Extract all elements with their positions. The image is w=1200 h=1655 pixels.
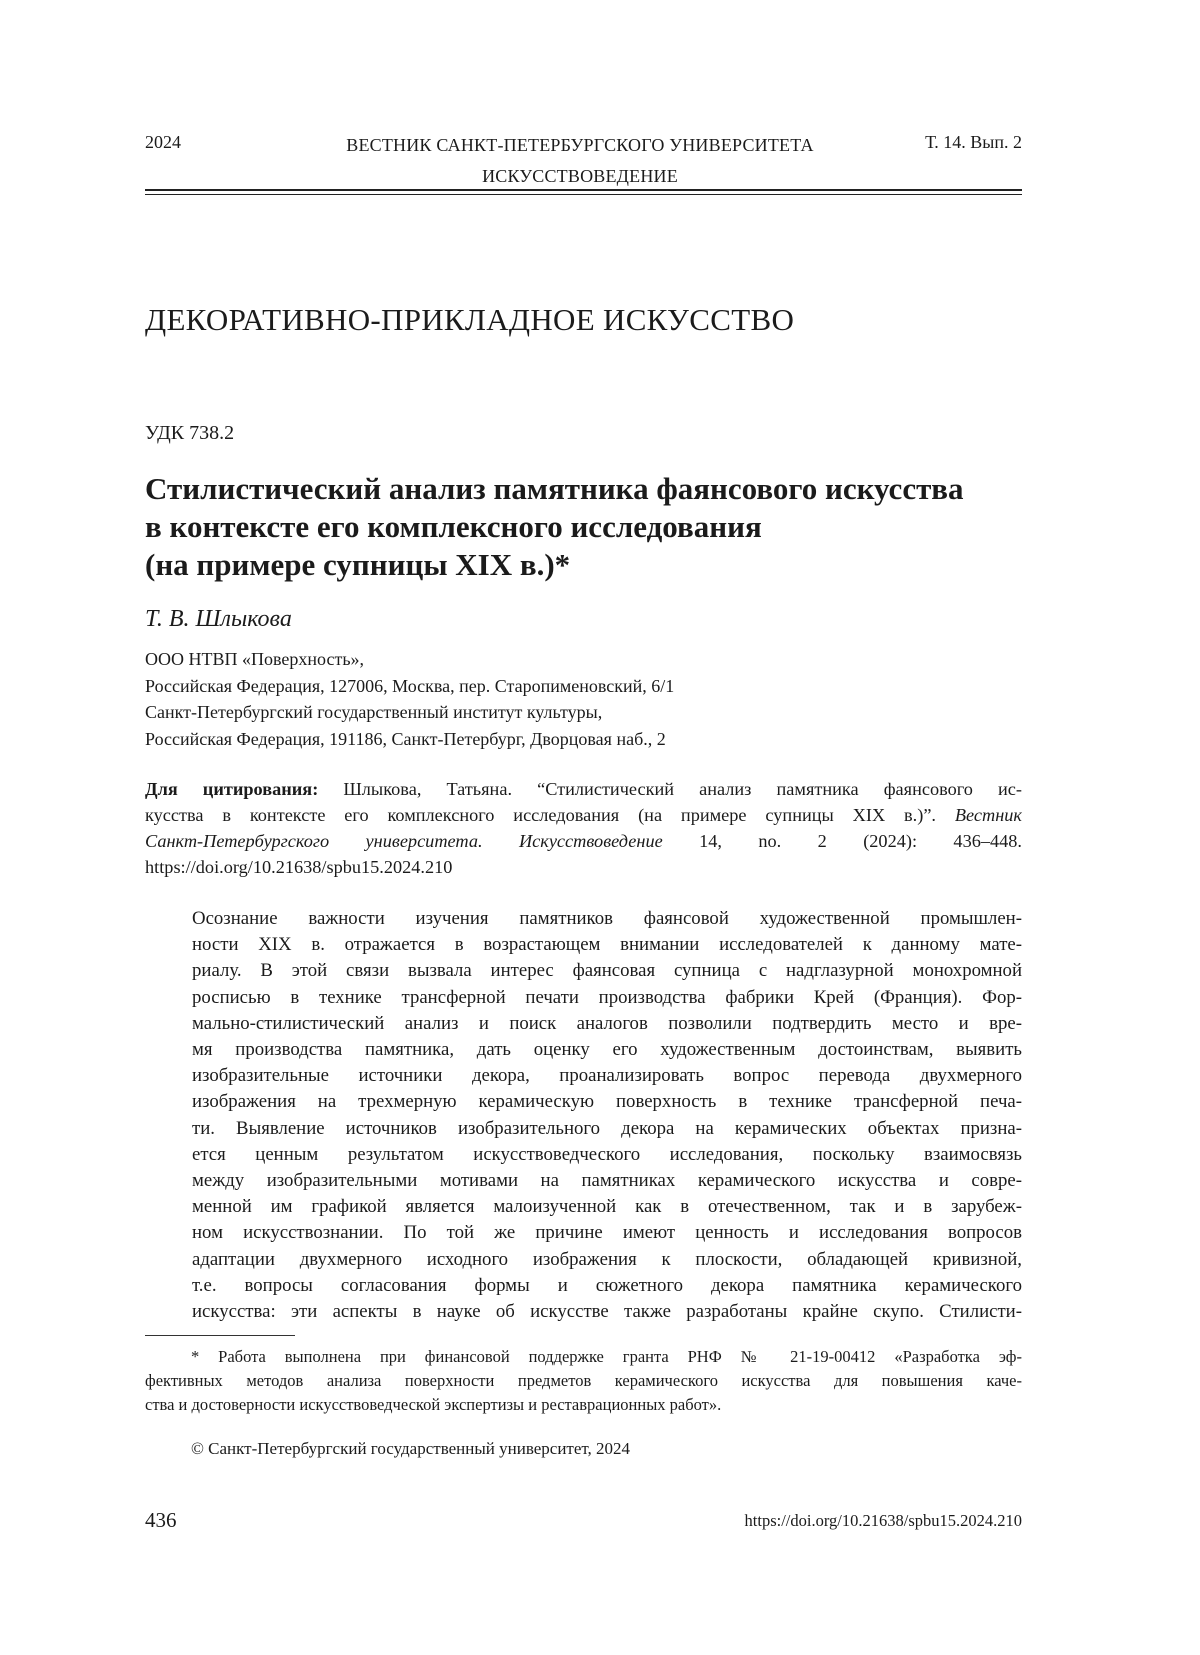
citation-doi-link[interactable]: https://doi.org/10.21638/spbu15.2024.210 (145, 857, 453, 877)
footnote (145, 1345, 1022, 1417)
title-line: Стилистический анализ памятника фаянсового искусства (145, 471, 964, 506)
section-title: ДЕКОРАТИВНО-ПРИКЛАДНОЕ ИСКУССТВО (145, 302, 795, 337)
header-year: 2024 (145, 132, 181, 152)
citation-line (145, 828, 1022, 854)
abstract-line: Осознание важности изучения памятников фаянсовой художественной промышлен- (192, 908, 1022, 929)
abstract-line: ется ценным результатом искусствоведческого исследования, поскольку взаимосвязь (192, 1143, 1022, 1165)
author-name: Т. В. Шлыкова (145, 606, 292, 632)
abstract-line: риалу. В этой связи вызвала интерес фаянсовая супница с надглазурной монохромной (192, 960, 1022, 982)
citation-text: Шлыкова, Татьяна. “Стилистический анализ памятника фаянсового ис- (318, 779, 1022, 799)
abstract-line: менной им графикой является малоизученной как в отечественном, так и в зарубеж- (192, 1196, 1022, 1218)
footer-doi-link[interactable]: https://doi.org/10.21638/spbu15.2024.210 (744, 1511, 1022, 1530)
abstract (192, 906, 1022, 1325)
abstract-line: адаптации двухмерного исходного изображения к плоскости, обладающей кривизной, (192, 1248, 1022, 1270)
header-rule-thin (145, 194, 1022, 195)
abstract-line: т.е. вопросы согласования формы и сюжетного декора памятника керамического (192, 1274, 1022, 1296)
citation-line (145, 776, 1022, 802)
citation-journal: Вестник (936, 805, 1022, 825)
footnote-line: ства и достоверности искусствоведческой экспертизы и реставрационных работ». (145, 1395, 722, 1414)
copyright-notice: © Санкт-Петербургский государственный университет, 2024 (191, 1439, 631, 1458)
page-number: 436 (145, 1508, 177, 1532)
affiliations (145, 646, 674, 752)
citation-line (145, 802, 1022, 828)
abstract-line: ти. Выявление источников изобразительного декора на керамических объектах призна- (192, 1117, 1022, 1139)
affiliation-line: Санкт-Петербургский государственный институт культуры, (145, 702, 603, 722)
citation-block (145, 776, 1022, 880)
title-line: (на примере супницы XIX в.)* (145, 547, 571, 582)
journal-header (320, 130, 840, 192)
abstract-line: изображения на трехмерную керамическую поверхность в технике трансферной печа- (192, 1091, 1022, 1113)
citation-label: Для цитирования: (145, 779, 319, 799)
journal-series: ИСКУССТВОВЕДЕНИЕ (482, 166, 678, 186)
abstract-line: росписью в технике трансферной печати производства фабрики Крей (Франция). Фор- (192, 986, 1022, 1008)
footnote-line: * Работа выполнена при финансовой поддержке гранта РНФ № 21-19-00412 «Разработка эф- (191, 1347, 1022, 1366)
abstract-line: изобразительные источники декора, проанализировать вопрос перевода двухмерного (192, 1065, 1022, 1087)
journal-name: ВЕСТНИК САНКТ-ПЕТЕРБУРГСКОГО УНИВЕРСИТЕТА (346, 135, 814, 155)
udk-code: УДК 738.2 (145, 422, 235, 444)
affiliation-line: Российская Федерация, 191186, Санкт-Петербург, Дворцовая наб., 2 (145, 728, 666, 749)
article-title (145, 470, 1045, 584)
title-line: в контексте его комплексного исследования (145, 509, 762, 544)
footnote-rule (145, 1335, 295, 1336)
abstract-line: между изобразительными мотивами на памятниках керамического искусства и совре- (192, 1170, 1022, 1192)
affiliation-line: ООО НТВП «Поверхность», (145, 649, 365, 669)
header-volume: Т. 14. Вып. 2 (925, 132, 1022, 152)
footnote-line: фективных методов анализа поверхности предметов керамического искусства для повышения каче- (145, 1371, 1022, 1390)
citation-text: кусства в контексте его комплексного исследования (на примере супницы XIX в.)”. (145, 805, 937, 825)
abstract-line: мя производства памятника, дать оценку его художественным достоинствам, выявить (192, 1039, 1022, 1061)
citation-text: 14, no. 2 (2024): 436–448. (662, 831, 1022, 851)
abstract-line: ности XIX в. отражается в возрастающем внимании исследователей к данному мате- (192, 934, 1022, 956)
affiliation-line: Российская Федерация, 127006, Москва, пер. Старопименовский, 6/1 (145, 675, 675, 696)
abstract-line: искусства: эти аспекты в науке об искусстве также разработаны крайне скупо. Стилисти- (192, 1301, 1022, 1323)
abstract-line: мально-стилистический анализ и поиск аналогов позволили подтвердить место и вре- (192, 1012, 1022, 1034)
citation-journal: Санкт-Петербургского университета. Искусствоведение (145, 831, 663, 851)
abstract-line: ном искусствознании. По той же причине имеют ценность и исследования вопросов (192, 1222, 1022, 1244)
header-rule-thick (145, 189, 1022, 191)
